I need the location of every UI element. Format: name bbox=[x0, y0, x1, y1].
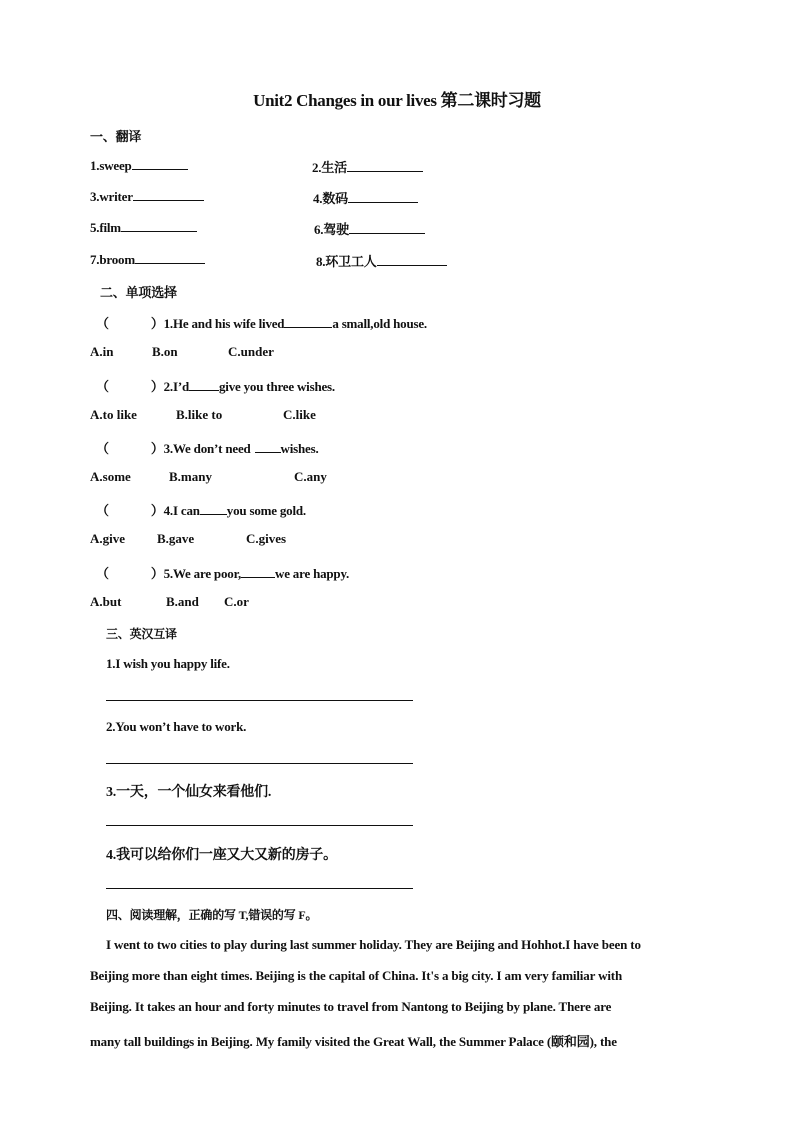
option-b[interactable]: B.on bbox=[152, 344, 178, 359]
answer-bracket-close: ） bbox=[150, 566, 164, 581]
reading-line-3: Beijing. It takes an hour and forty minutes to travel from Nantong to Beijing by plane. There are bbox=[90, 999, 612, 1014]
question-stem: you some gold. bbox=[226, 503, 306, 518]
translate-item-label: 3.writer bbox=[90, 189, 133, 204]
answer-blank[interactable] bbox=[284, 315, 332, 328]
answer-blank[interactable] bbox=[121, 219, 197, 232]
option-c[interactable]: C.gives bbox=[246, 531, 287, 546]
translate-item-7 bbox=[90, 251, 205, 268]
option-b[interactable]: B.like to bbox=[176, 407, 223, 422]
answer-blank[interactable] bbox=[132, 157, 188, 170]
answer-bracket-close: ） bbox=[150, 316, 164, 331]
answer-blank[interactable] bbox=[347, 159, 423, 172]
option-c[interactable]: C.like bbox=[283, 407, 316, 422]
translate-item-label: 1.sweep bbox=[90, 158, 132, 173]
question-stem: a small,old house. bbox=[332, 316, 427, 331]
option-c[interactable]: C.under bbox=[228, 344, 274, 359]
option-a[interactable]: A.some bbox=[90, 469, 131, 484]
translate-item-label: 7.broom bbox=[90, 252, 135, 267]
translate-item-4 bbox=[313, 188, 418, 207]
question-stem: 4.I can bbox=[163, 503, 200, 518]
answer-blank[interactable] bbox=[348, 190, 418, 203]
answer-blank[interactable] bbox=[200, 502, 227, 515]
translate-item-6 bbox=[314, 219, 425, 238]
option-a[interactable]: A.give bbox=[90, 531, 126, 546]
reading-line-1: I went to two cities to play during last summer holiday. They are Beijing and Hohhot.I have been to bbox=[106, 937, 641, 952]
translation-prompt-1: 1.I wish you happy life. bbox=[106, 656, 230, 671]
choice-question-2 bbox=[96, 376, 335, 395]
option-a[interactable]: A.but bbox=[90, 594, 122, 609]
translate-item-5 bbox=[90, 219, 197, 236]
translate-item-2 bbox=[312, 157, 423, 176]
choice-question-4 bbox=[96, 500, 306, 519]
answer-blank[interactable] bbox=[135, 251, 205, 264]
translate-item-8 bbox=[316, 251, 447, 270]
translate-item-label: 4.数码 bbox=[313, 191, 348, 206]
option-b[interactable]: B.gave bbox=[157, 531, 195, 546]
question-stem: give you three wishes. bbox=[219, 379, 335, 394]
option-b[interactable]: B.many bbox=[169, 469, 212, 484]
reading-line-2: Beijing more than eight times. Beijing is the capital of China. It's a big city. I am very familiar with bbox=[90, 968, 623, 983]
answer-blank[interactable] bbox=[189, 378, 219, 391]
answer-blank[interactable] bbox=[133, 188, 204, 201]
section3-heading: 三、英汉互译 bbox=[106, 627, 177, 641]
choice-question-3 bbox=[96, 438, 319, 457]
answer-bracket-open[interactable]: （ bbox=[96, 441, 109, 456]
choice-question-5 bbox=[96, 563, 349, 582]
answer-bracket-open[interactable]: （ bbox=[96, 316, 109, 331]
option-c[interactable]: C.or bbox=[224, 594, 249, 609]
answer-bracket-open[interactable]: （ bbox=[96, 566, 109, 581]
answer-blank[interactable] bbox=[377, 253, 447, 266]
answer-line[interactable] bbox=[106, 888, 413, 889]
answer-blank[interactable] bbox=[255, 440, 281, 453]
section1-heading: 一、翻译 bbox=[90, 129, 142, 144]
choice-question-1 bbox=[96, 313, 427, 332]
answer-bracket-close: ） bbox=[150, 441, 164, 456]
option-a[interactable]: A.in bbox=[90, 344, 114, 359]
answer-bracket-open[interactable]: （ bbox=[96, 379, 109, 394]
section2-heading: 二、单项选择 bbox=[100, 285, 177, 300]
translate-item-label: 5.film bbox=[90, 220, 121, 235]
translate-item-label: 8.环卫工人 bbox=[316, 254, 377, 269]
translate-item-label: 2.生活 bbox=[312, 160, 347, 175]
answer-bracket-close: ） bbox=[150, 503, 164, 518]
question-stem: 5.We are poor, bbox=[163, 566, 241, 581]
option-c[interactable]: C.any bbox=[294, 469, 327, 484]
translate-item-1 bbox=[90, 157, 188, 174]
question-stem: 1.He and his wife lived bbox=[163, 316, 285, 331]
translation-prompt-2: 2.You won’t have to work. bbox=[106, 719, 247, 734]
answer-blank[interactable] bbox=[241, 565, 275, 578]
answer-line[interactable] bbox=[106, 763, 413, 764]
page-title: Unit2 Changes in our lives 第二课时习题 bbox=[253, 91, 541, 110]
answer-line[interactable] bbox=[106, 700, 413, 701]
answer-line[interactable] bbox=[106, 825, 413, 826]
question-stem: 3.We don’t need bbox=[163, 441, 251, 456]
translation-prompt-3: 3.一天，一个仙女来看他们. bbox=[106, 785, 272, 800]
section4-heading: 四、阅读理解，正确的写 T,错误的写 F。 bbox=[106, 908, 318, 922]
translate-item-3 bbox=[90, 188, 204, 205]
option-a[interactable]: A.to like bbox=[90, 407, 137, 422]
question-stem: wishes. bbox=[280, 441, 319, 456]
question-stem: 2.I’d bbox=[163, 379, 189, 394]
option-b[interactable]: B.and bbox=[166, 594, 199, 609]
translation-prompt-4: 4.我可以给你们一座又大又新的房子。 bbox=[106, 848, 337, 863]
answer-blank[interactable] bbox=[349, 221, 425, 234]
answer-bracket-close: ） bbox=[150, 379, 164, 394]
translate-item-label: 6.驾驶 bbox=[314, 222, 349, 237]
answer-bracket-open[interactable]: （ bbox=[96, 503, 109, 518]
reading-line-4: many tall buildings in Beijing. My family visited the Great Wall, the Summer Palace (颐和园), the bbox=[90, 1034, 617, 1049]
question-stem: we are happy. bbox=[275, 566, 350, 581]
